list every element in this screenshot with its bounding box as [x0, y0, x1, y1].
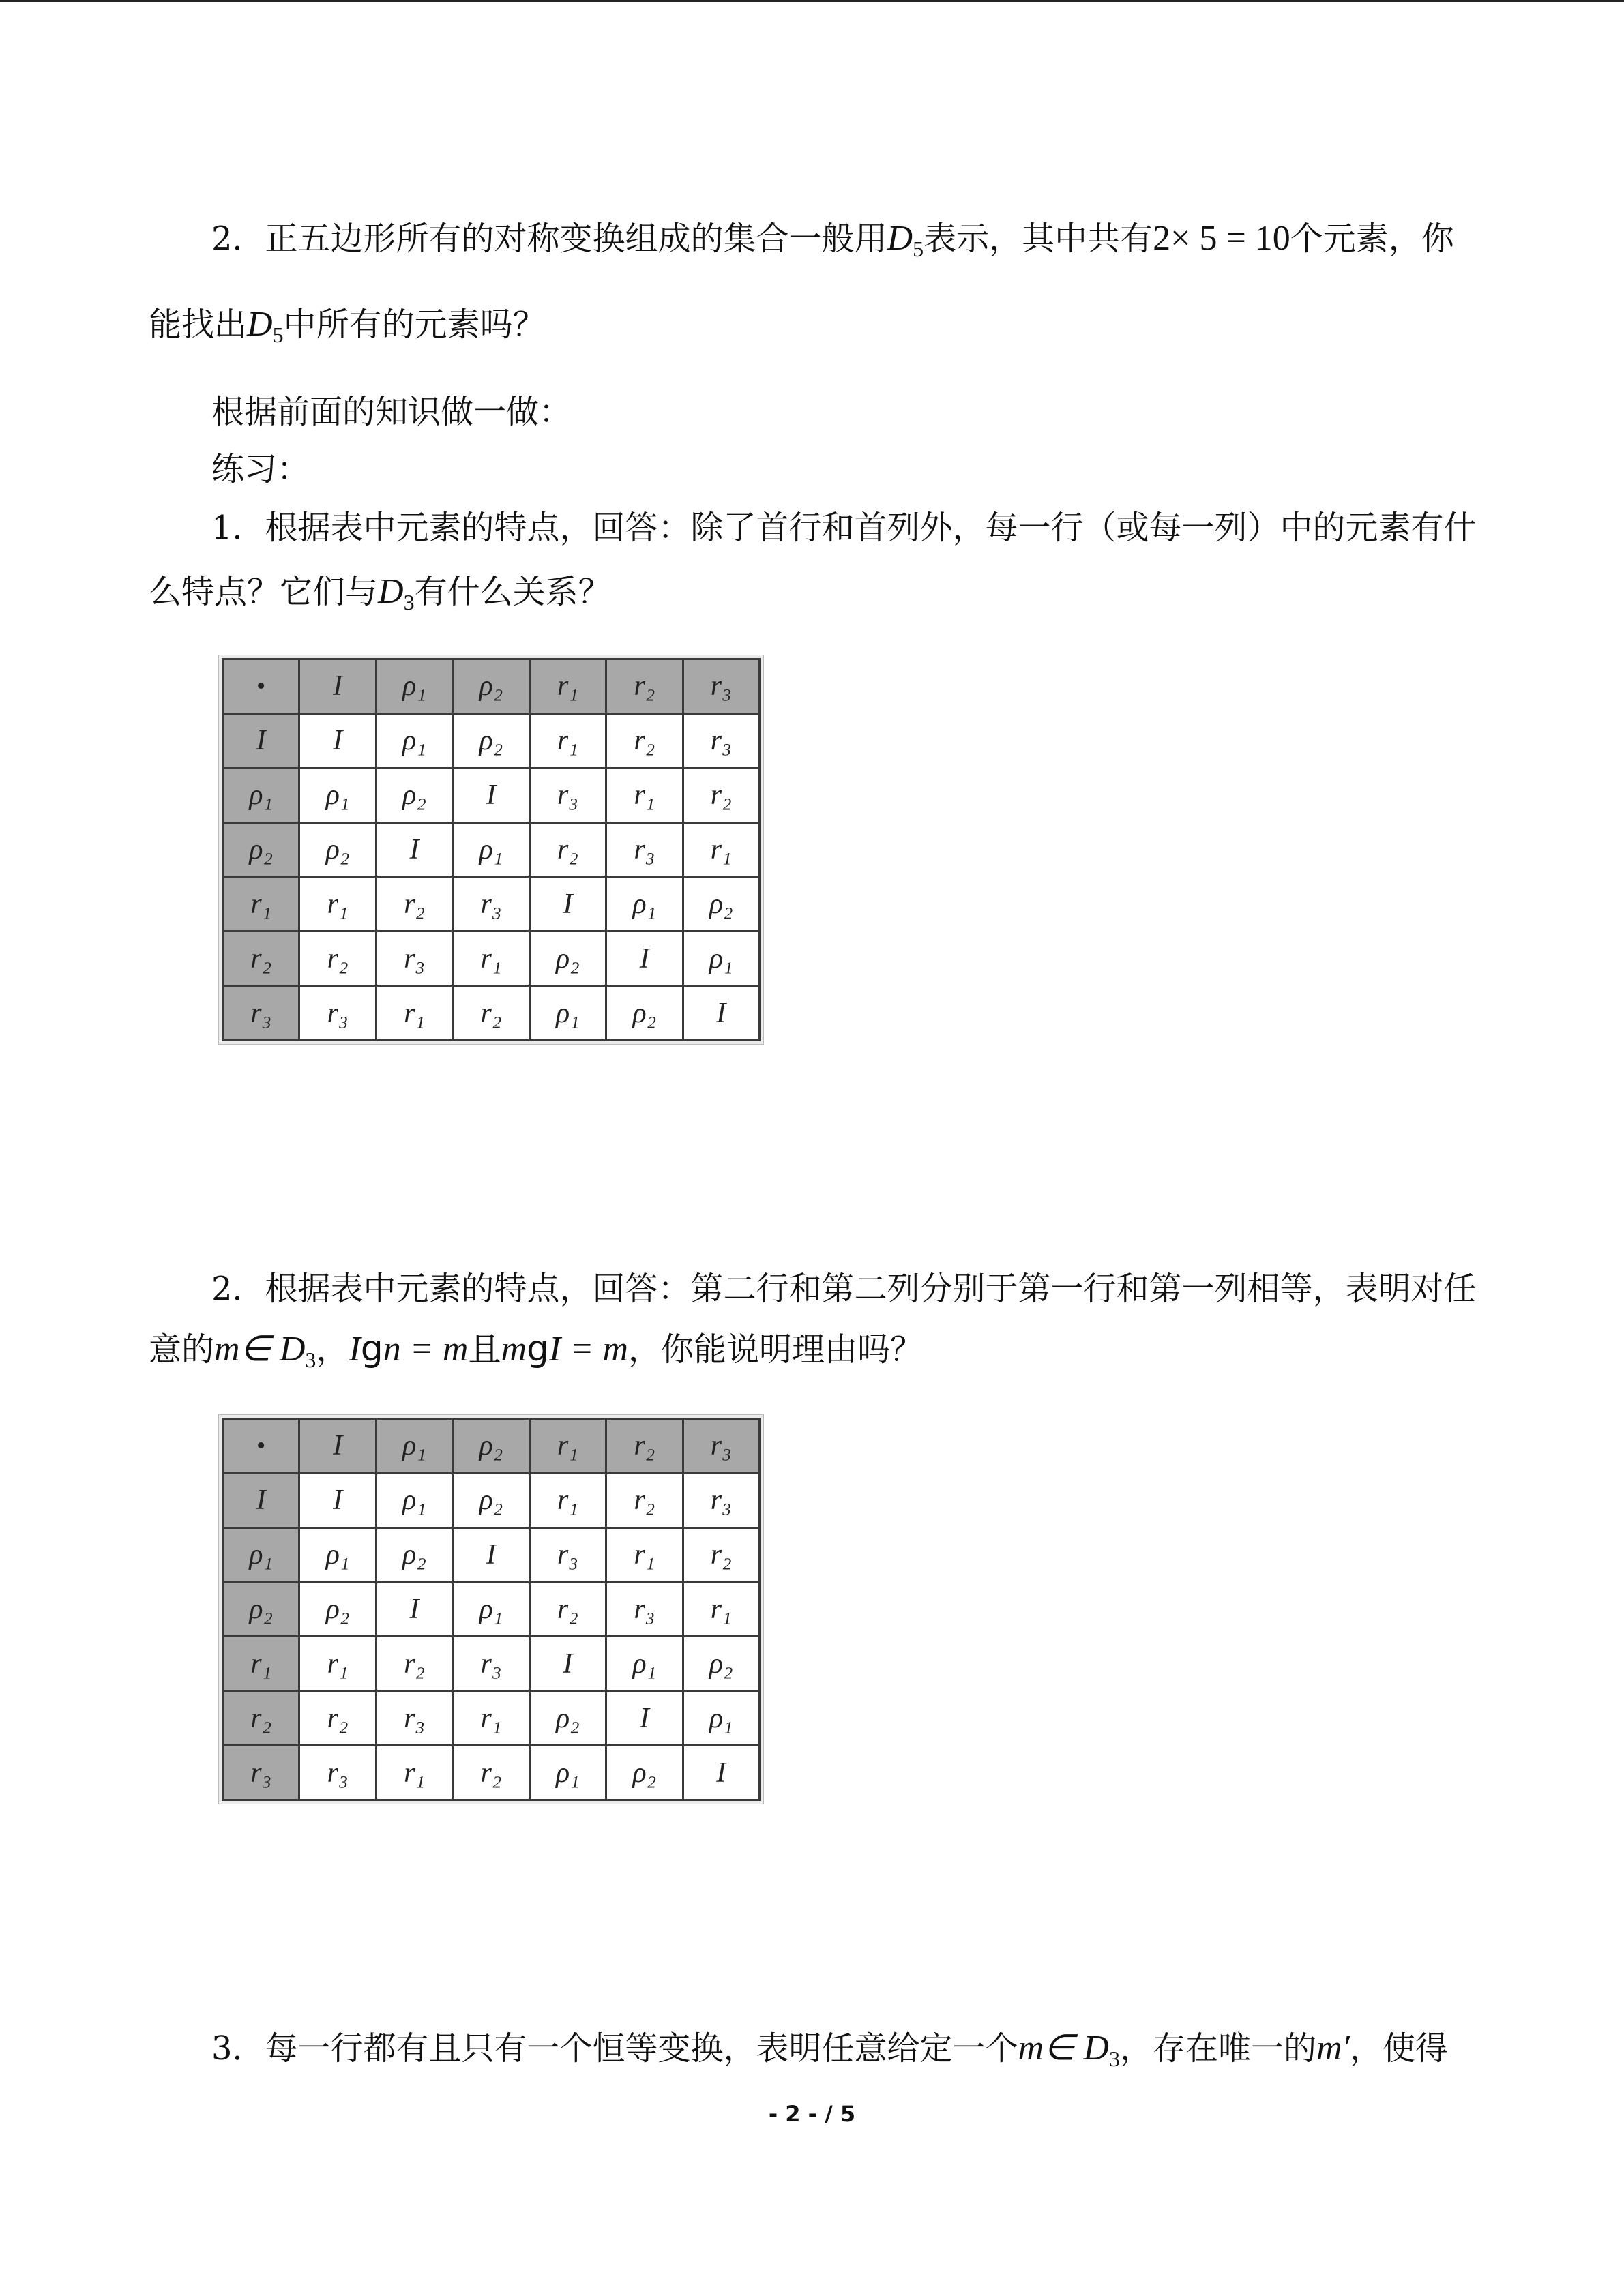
table-cell: r₁: [683, 822, 759, 877]
table-cell: ρ₂: [376, 768, 452, 822]
table-row: [223, 877, 760, 931]
text: 且: [468, 1330, 501, 1369]
table-row: [223, 931, 760, 986]
table-cell: I: [683, 1746, 759, 1800]
table-cell: ρ₂: [683, 1637, 759, 1691]
table-row: [223, 768, 760, 822]
text: 意的: [149, 1330, 215, 1369]
cayley-table: [222, 1418, 761, 1801]
table-cell: ρ₂: [299, 1582, 376, 1637]
table-cell: I: [529, 1637, 606, 1691]
table-header-cell: r₂: [223, 1691, 299, 1746]
table-cell: I: [529, 877, 606, 931]
table-cell: ρ₁: [299, 768, 376, 822]
table-cell: r₃: [376, 1691, 452, 1746]
table-cell: r₂: [683, 1527, 759, 1582]
table-cell: ρ₁: [529, 1746, 606, 1800]
table-cell: r₁: [376, 986, 452, 1041]
table-cell: r₂: [376, 877, 452, 931]
table-row: [223, 659, 760, 714]
table-header-cell: I: [299, 1419, 376, 1474]
table-cell: r₁: [299, 1637, 376, 1691]
table-cell: ρ₁: [376, 1473, 452, 1527]
table-cell: ρ₁: [529, 986, 606, 1041]
table-row: [223, 1527, 760, 1582]
table-cell: ρ₂: [453, 713, 529, 768]
table-cell: ρ₁: [606, 1637, 683, 1691]
item-3-line-1: [211, 2029, 1548, 2078]
table-cell: r₂: [606, 1473, 683, 1527]
table-header-cell: r₂: [223, 931, 299, 986]
table-cell: r₂: [299, 931, 376, 986]
table-cell: ρ₂: [683, 877, 759, 931]
table-header-cell: I: [223, 713, 299, 768]
exercise-2-line-1: 2．根据表中元素的特点，回答：第二行和第二列分别于第一行和第一列相等，表明对任: [211, 1270, 1477, 1308]
table-cell: r₃: [606, 1582, 683, 1637]
table-cell: ρ₂: [529, 1691, 606, 1746]
table-row: [223, 1473, 760, 1527]
table-header-cell: r₂: [606, 659, 683, 714]
table-cell: r₃: [606, 822, 683, 877]
table-row: [223, 1746, 760, 1800]
table-header-cell: ρ₂: [453, 1419, 529, 1474]
math-membership: m∈ D: [214, 1330, 306, 1369]
text: 2．正五边形所有的对称变换组成的集合一般用: [211, 220, 887, 258]
table-header-cell: I: [299, 659, 376, 714]
math-subscript: 3: [305, 1347, 316, 1372]
table-cell: I: [299, 1473, 376, 1527]
table-row: [223, 1691, 760, 1746]
table-header-cell: r₁: [529, 659, 606, 714]
question-2-line-2: [149, 305, 1486, 354]
math-D: D: [378, 572, 404, 611]
math-expression: m: [501, 1330, 527, 1369]
table-cell: ρ₂: [529, 931, 606, 986]
table-cell: ρ₁: [683, 931, 759, 986]
table-cell: ρ₁: [376, 713, 452, 768]
table-cell: ρ₂: [453, 1473, 529, 1527]
table-cell: I: [453, 1527, 529, 1582]
instruction-text: 根据前面的知识做一做：: [211, 393, 572, 431]
table-row: [223, 713, 760, 768]
table-cell: r₁: [376, 1746, 452, 1800]
table-cell: r₃: [683, 1473, 759, 1527]
table-cell: I: [453, 768, 529, 822]
table-cell: r₂: [453, 1746, 529, 1800]
table-row: [223, 1582, 760, 1637]
table-cell: ρ₂: [606, 1746, 683, 1800]
exercise-heading: 练习：: [211, 450, 310, 488]
table-cell: ρ₁: [453, 822, 529, 877]
table-cell: ρ₁: [683, 1691, 759, 1746]
table-cell: ρ₁: [606, 877, 683, 931]
text: 能找出: [149, 305, 248, 344]
table-header-cell: r₂: [606, 1419, 683, 1474]
top-border: [0, 0, 1624, 2]
table-cell: r₃: [453, 877, 529, 931]
table-header-cell: ρ₁: [376, 659, 452, 714]
table-cell: ρ₁: [453, 1582, 529, 1637]
math-expression: n = m: [383, 1330, 469, 1369]
table-cell: r₃: [529, 1527, 606, 1582]
text: ，存在唯一的: [1119, 2029, 1316, 2068]
table-cell: I: [606, 1691, 683, 1746]
math-membership: m∈ D: [1018, 2029, 1109, 2068]
table-cell: I: [376, 822, 452, 877]
math-subscript: 5: [272, 323, 284, 347]
table-header-cell: ρ₂: [223, 1582, 299, 1637]
table-cell: ρ₂: [376, 1527, 452, 1582]
math-D: D: [247, 305, 273, 344]
table-cell: r₂: [606, 713, 683, 768]
table-cell: I: [683, 986, 759, 1041]
table-cell: r₃: [376, 931, 452, 986]
math-subscript: 3: [403, 590, 415, 614]
table-cell: r₂: [376, 1637, 452, 1691]
text: 表示，其中共有: [924, 220, 1153, 258]
table-cell: I: [376, 1582, 452, 1637]
table-header-cell: r₁: [223, 877, 299, 931]
math-subscript: 5: [913, 237, 924, 261]
math-operator: g: [360, 1328, 383, 1369]
text: 有什么关系？: [414, 573, 611, 611]
table-cell: r₃: [299, 1746, 376, 1800]
table-cell: ρ₁: [299, 1527, 376, 1582]
table-row: [223, 1419, 760, 1474]
math-expression: I = m: [549, 1330, 628, 1369]
table-header-cell: ρ₁: [223, 768, 299, 822]
cayley-table-2: [218, 1414, 764, 1804]
table-row: [223, 822, 760, 877]
text: 中所有的元素吗？: [283, 305, 546, 344]
table-cell: r₃: [299, 986, 376, 1041]
table-cell: r₂: [453, 986, 529, 1041]
text: ，你能说明理由吗？: [628, 1330, 924, 1369]
question-2-line-1: [211, 220, 1548, 268]
table-header-cell: ρ₂: [453, 659, 529, 714]
table-header-cell: r₃: [683, 659, 759, 714]
table-cell: r₁: [606, 1527, 683, 1582]
math-subscript: 3: [1108, 2046, 1120, 2071]
text: 3．每一行都有且只有一个恒等变换，表明任意给定一个: [211, 2029, 1018, 2068]
text: 么特点？它们与: [149, 573, 379, 611]
table-cell: r₂: [299, 1691, 376, 1746]
table-cell: r₁: [453, 1691, 529, 1746]
table-header-cell: r₁: [529, 1419, 606, 1474]
table-header-cell: ρ₁: [376, 1419, 452, 1474]
table-cell: I: [606, 931, 683, 986]
table-header-cell: •: [223, 659, 299, 714]
text: ，使得: [1349, 2029, 1448, 2068]
table-row: [223, 1637, 760, 1691]
table-cell: r₁: [529, 713, 606, 768]
exercise-2-line-2: [149, 1330, 1486, 1379]
page-number: - 2 - / 5: [768, 2101, 856, 2127]
exercise-1-line-2: [149, 573, 1486, 621]
table-cell: r₁: [453, 931, 529, 986]
table-cell: r₃: [453, 1637, 529, 1691]
table-header-cell: ρ₂: [223, 822, 299, 877]
table-cell: r₂: [529, 822, 606, 877]
math-m-prime: m′: [1316, 2029, 1350, 2068]
table-header-cell: r₁: [223, 1637, 299, 1691]
math-expression: I: [349, 1330, 361, 1369]
table-cell: ρ₂: [299, 822, 376, 877]
table-cell: r₂: [683, 768, 759, 822]
table-cell: r₁: [529, 1473, 606, 1527]
table-header-cell: r₃: [223, 1746, 299, 1800]
cayley-table-1: [218, 655, 764, 1045]
table-header-cell: I: [223, 1473, 299, 1527]
table-row: [223, 986, 760, 1041]
table-cell: r₁: [683, 1582, 759, 1637]
math-expression: 2× 5 = 10: [1153, 219, 1290, 258]
exercise-1-line-1: 1．根据表中元素的特点，回答：除了首行和首列外，每一行（或每一列）中的元素有什: [211, 509, 1477, 547]
table-header-cell: ρ₁: [223, 1527, 299, 1582]
table-header-cell: •: [223, 1419, 299, 1474]
table-cell: ρ₂: [606, 986, 683, 1041]
table-cell: r₁: [606, 768, 683, 822]
math-D: D: [887, 219, 913, 258]
text: 个元素，你: [1290, 220, 1454, 258]
table-cell: r₃: [683, 713, 759, 768]
cayley-table: [222, 658, 761, 1041]
table-cell: I: [299, 713, 376, 768]
table-header-cell: r₃: [223, 986, 299, 1041]
table-cell: r₁: [299, 877, 376, 931]
table-cell: r₃: [529, 768, 606, 822]
text: ，: [316, 1330, 349, 1369]
table-cell: r₂: [529, 1582, 606, 1637]
math-operator: g: [527, 1328, 550, 1369]
table-header-cell: r₃: [683, 1419, 759, 1474]
